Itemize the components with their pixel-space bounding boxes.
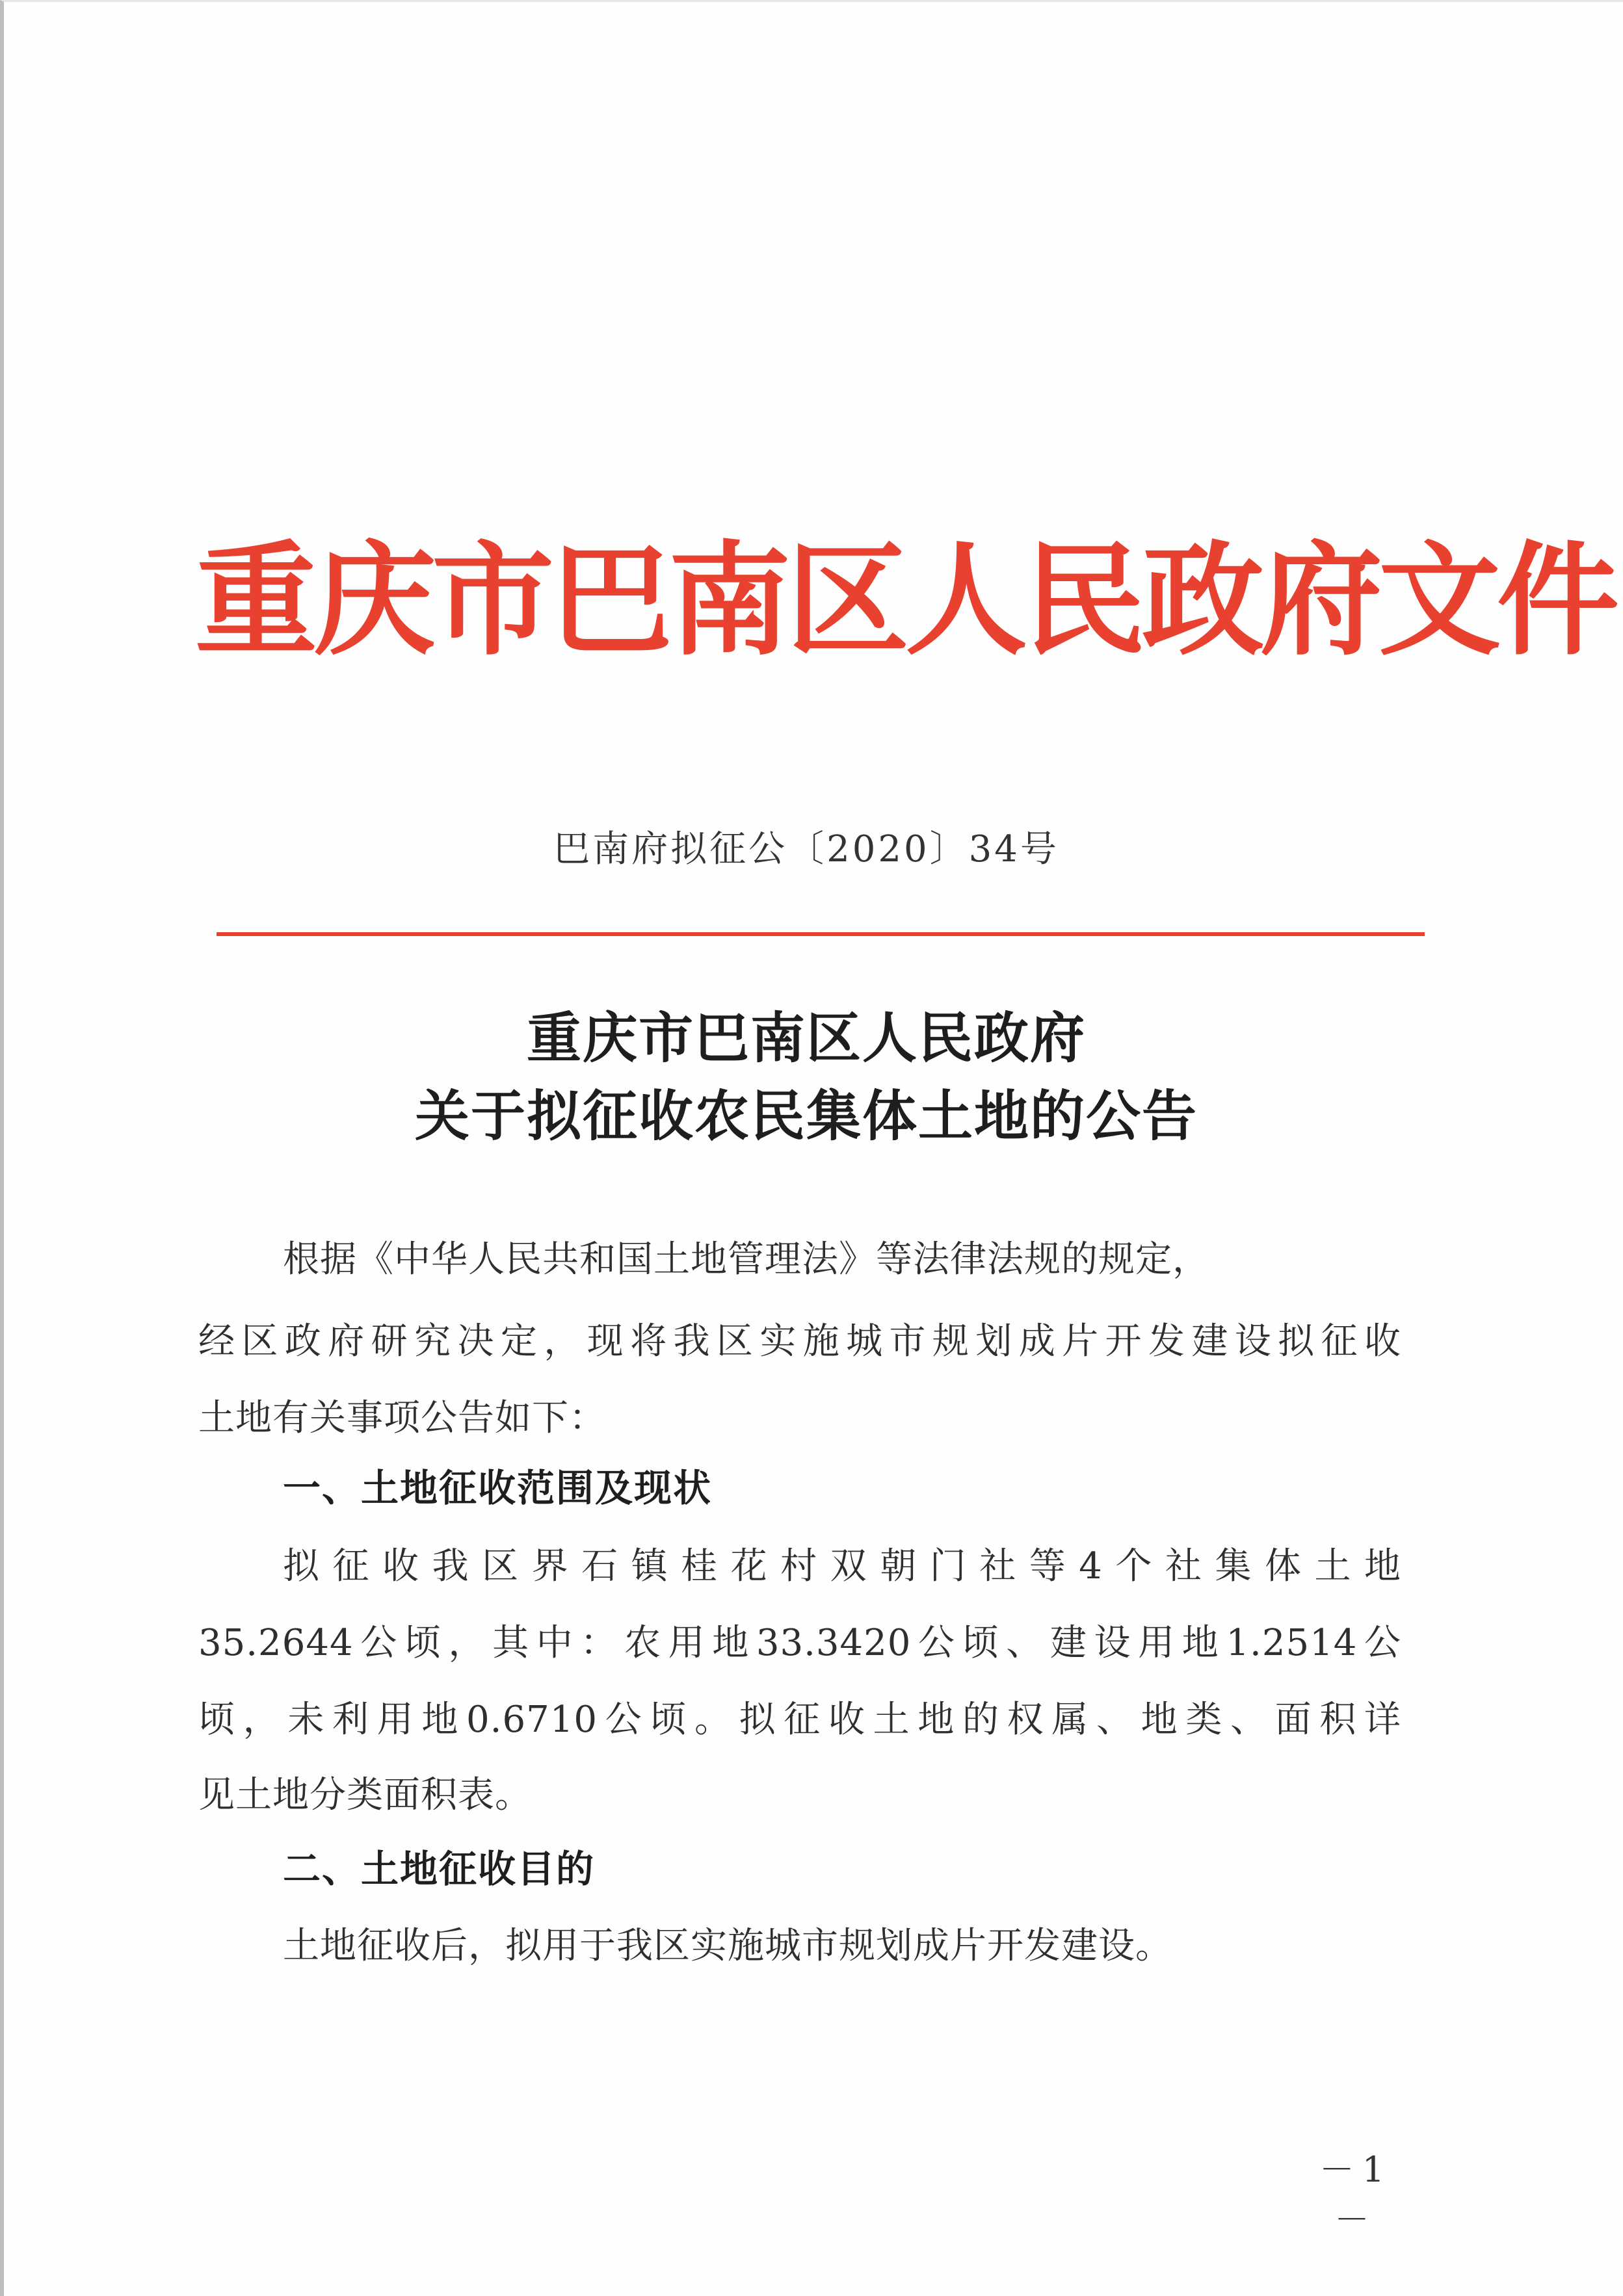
page-number: －1－: [1319, 2149, 1393, 2240]
intro-paragraph-line-3: 土地有关事项公告如下：: [198, 1397, 606, 1439]
section-1-line-4: 见土地分类面积表。: [198, 1774, 532, 1816]
section-2-line-1: 土地征收后，拟用于我区实施城市规划成片开发建设。: [283, 1925, 1172, 1967]
letterhead-title: 重庆市巴南区人民政府文件: [195, 528, 1615, 672]
section-1-heading: 一、土地征收范围及现状: [283, 1466, 713, 1510]
section-1-line-2: 35.2644公顷，其中：农用地33.3420公顷、建设用地1.2514公: [198, 1622, 1401, 1664]
intro-paragraph-line-2: 经区政府研究决定，现将我区实施城市规划成片开发建设拟征收: [198, 1320, 1401, 1363]
section-2-heading: 二、土地征收目的: [283, 1847, 596, 1891]
section-1-line-3: 顷，未利用地0.6710公顷。拟征收土地的权属、地类、面积详: [198, 1699, 1401, 1741]
notice-title-line-2: 关于拟征收农民集体土地的公告: [414, 1084, 1198, 1148]
red-divider: [217, 932, 1425, 936]
document-number: 巴南府拟征公〔2020〕34号: [553, 828, 1059, 870]
section-1-line-1: 拟征收我区界石镇桂花村双朝门社等4个社集体土地: [283, 1545, 1401, 1587]
notice-title-line-1: 重庆市巴南区人民政府: [526, 1006, 1086, 1070]
intro-paragraph-line-1: 根据《中华人民共和国土地管理法》等法律法规的规定，: [283, 1238, 1209, 1281]
